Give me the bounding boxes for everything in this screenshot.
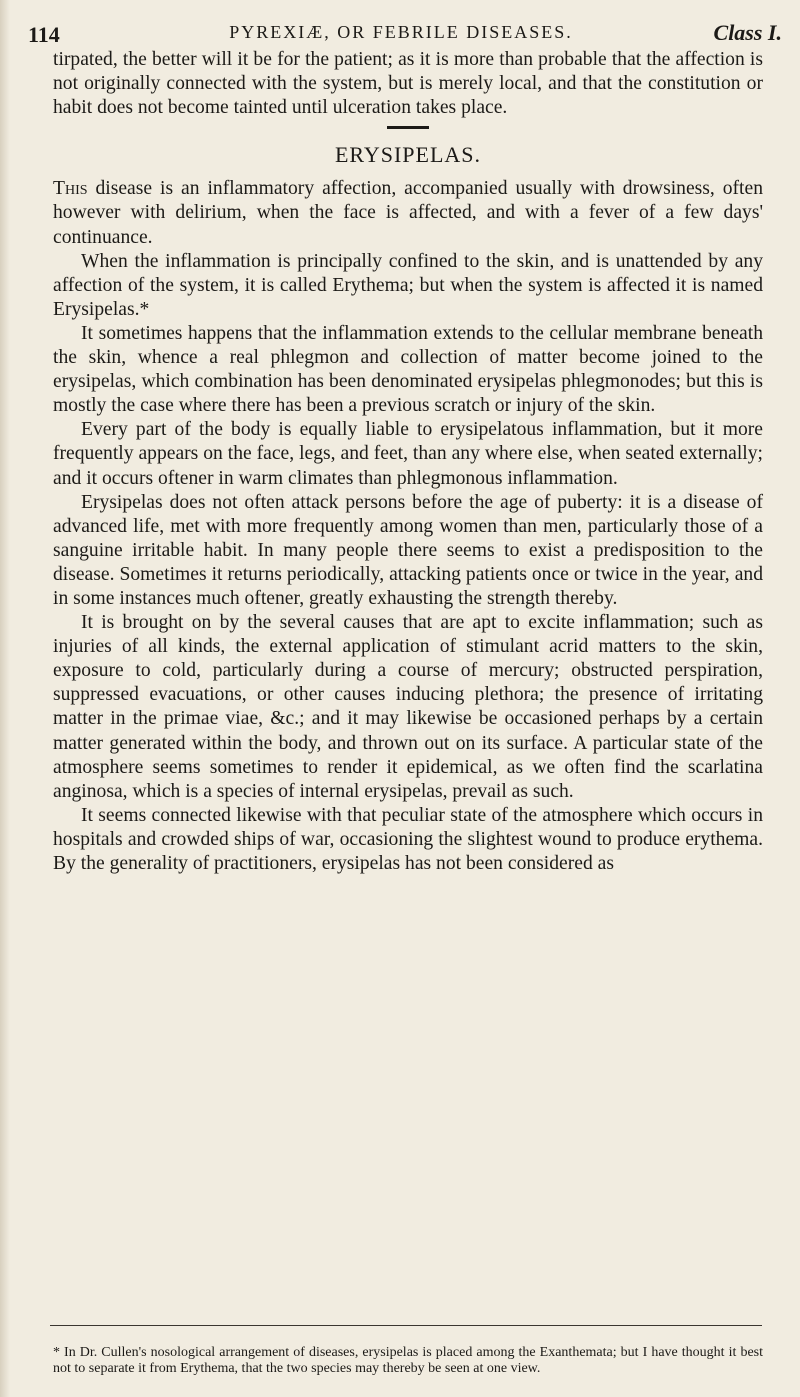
section-title: ERYSIPELAS. — [334, 142, 482, 168]
paragraph-7: It seems connected likewise with that peculiar state of the atmosphere which occurs in hospitals and crowded ships of war, occasioning the slightest wound to produce erythema. By the generality of practitioners, erysipelas has not been considered as — [53, 804, 763, 874]
footnote: * In Dr. Cullen's nosological arrangement of diseases, erysipelas is placed among the Exanthemata; but I have thought it best not to separate it from Erythema, that the two species may thereby be seen at one view. — [53, 1345, 763, 1376]
section-divider — [387, 126, 429, 129]
page-number: 114 — [28, 22, 60, 47]
paragraph-3: It sometimes happens that the inflammation extends to the cellular membrane beneath the skin, whence a real phlegmon and collection of matter become joined to the erysipelas, which combination has been denominated erysipelas phlegmonodes; but this is mostly the case where there has been a previous scratch or injury of the skin. — [53, 322, 763, 417]
footnote-rule — [50, 1325, 762, 1326]
paragraph-1 — [53, 177, 763, 249]
body-text — [53, 48, 763, 876]
page-header — [20, 14, 782, 48]
intro-paragraph: tirpated, the better will it be for the patient; as it is more than probable that the affection is not originally connected with the system, but is merely local, and that the constitution or habit does not become tainted until ulceration takes place. — [53, 49, 763, 119]
running-head: PYREXIÆ, OR FEBRILE DISEASES. — [229, 22, 573, 42]
paragraph-6: It is brought on by the several causes that are apt to excite inflammation; such as injuries of all kinds, the external application of stimulant acrid matters to the skin, exposure to cold, particularly during a course of mercury; obstructed perspiration, suppressed evacuations, or other causes inducing plethora; the presence of irritating matter in the primae viae, &c.; and it may likewise be occasioned perhaps by a certain matter generated within the body, and thrown out on its surface. A particular state of the atmosphere seems sometimes to render it epidemical, as we often find the scarlatina anginosa, which is a species of internal erysipelas, prevail as such. — [53, 612, 763, 802]
paragraph-4: Every part of the body is equally liable to erysipelatous inflammation, but it more frequently appears on the face, legs, and feet, than any where else, when seated externally; and it occurs oftener in warm climates than phlegmonous inflammation. — [53, 419, 763, 489]
paragraph-1-lead: This — [53, 178, 88, 200]
page-gutter-shadow — [0, 0, 10, 1397]
class-label: Class I. — [713, 20, 782, 45]
paragraph-5: Erysipelas does not often attack persons before the age of puberty: it is a disease of advanced life, met with more frequently among women than men, particularly those of a sanguine irritable habit. In many people there seems to exist a predisposition to the disease. Sometimes it returns periodically, attacking patients once or twice in the year, and in some instances much oftener, greatly exhausting the strength thereby. — [53, 491, 763, 609]
paragraph-2: When the inflammation is principally confined to the skin, and is unattended by any affection of the system, it is called Erythema; but when the system is affected it is named Erysipelas.* — [53, 250, 763, 320]
paragraph-1-text: disease is an inflammatory affection, accompanied usually with drowsiness, often however with delirium, when the face is affected, and with a fever of a few days' continuance. — [53, 178, 763, 248]
